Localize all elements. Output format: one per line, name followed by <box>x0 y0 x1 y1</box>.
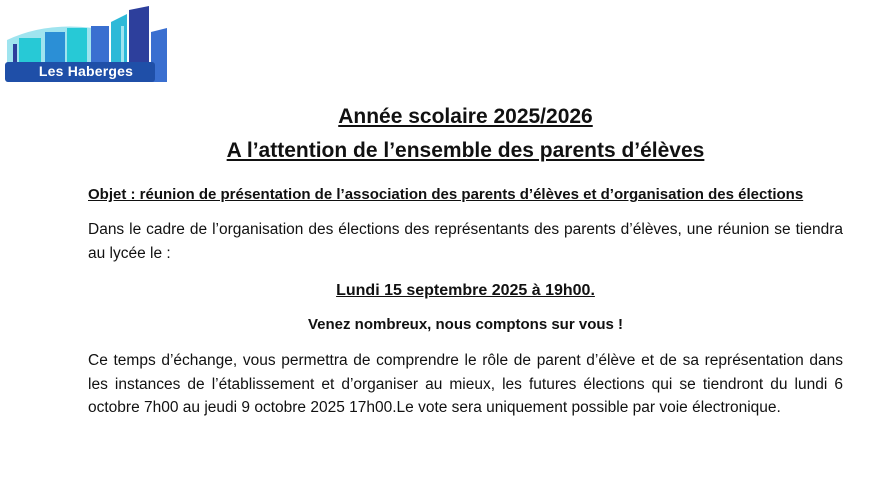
school-logo <box>5 6 167 82</box>
details-paragraph: Ce temps d’échange, vous permettra de comprendre le rôle de parent d’élève et de sa représentation dans les instances de l’établissement et d’organiser au mieux, les futures élections qui se tiendront du lundi 6 octobre 7h00 au jeudi 9 octobre 2025 17h00.Le vote sera uniquement possible par voie électronique. <box>88 352 843 416</box>
intro-paragraph: Dans le cadre de l’organisation des élections des représentants des parents d’élèves, une réunion se tiendra au lycée le : <box>88 221 843 262</box>
document-title: Année scolaire 2025/2026 <box>338 105 593 128</box>
document-subtitle: A l’attention de l’ensemble des parents d’élèves <box>226 139 705 162</box>
document-body <box>88 100 843 420</box>
logo-text: Les Haberges <box>38 63 134 79</box>
meeting-date: Lundi 15 septembre 2025 à 19h00. <box>336 282 595 299</box>
call-to-action: Venez nombreux, nous comptons sur vous ! <box>307 316 624 333</box>
subject-line: Objet : réunion de présentation de l’association des parents d’élèves et d’organisation des élections <box>88 186 804 203</box>
